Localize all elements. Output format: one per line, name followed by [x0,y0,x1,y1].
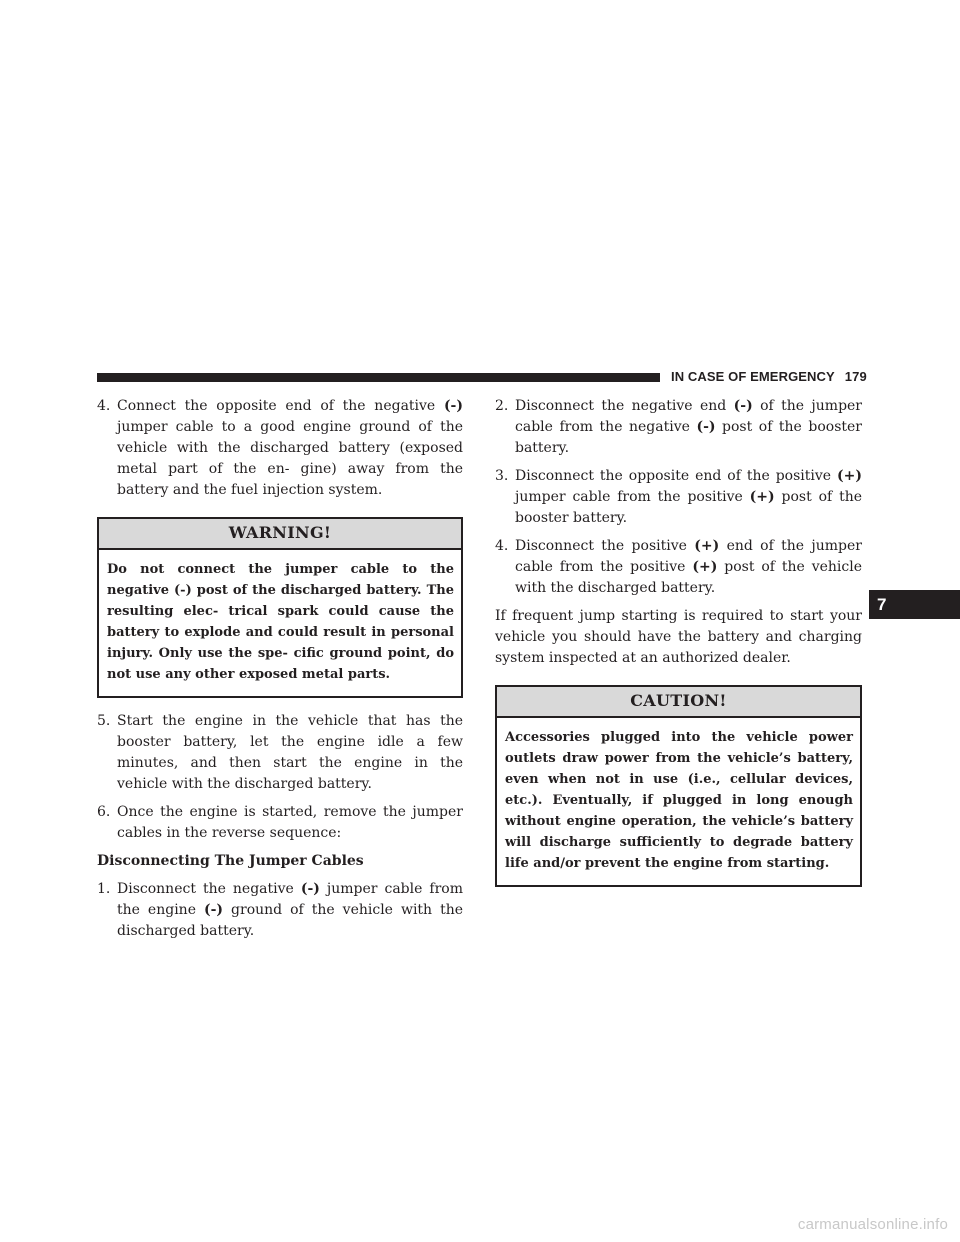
step-4-connect-ground: 4. Connect the opposite end of the negative (-) jumper cable to a good engine ground of the vehicle with the discharged battery (exposed metal part of the en- gine) away from the battery and the fuel injection system. [97,398,463,498]
caution-box [495,685,862,887]
left-column [97,396,463,949]
chapter-tab: 7 [869,590,960,619]
right-column [495,396,862,900]
step-3-disconnect-positive-opposite: 3. Disconnect the opposite end of the positive (+) jumper cable from the positive (+) post of the booster battery. [495,468,862,526]
running-header [671,369,867,385]
jump-start-advice: If frequent jump starting is required to start your vehicle you should have the battery and charging system inspected at an authorized dealer. [495,608,862,666]
step-2-disconnect-negative-end: 2. Disconnect the negative end (-) of the jumper cable from the negative (-) post of the booster battery. [495,398,863,456]
page-number: 179 [844,369,867,384]
step-1-disconnect-negative: 1. Disconnect the negative (-) jumper cable from the engine (-) ground of the vehicle with the discharged battery. [97,881,464,939]
caution-body: Accessories plugged into the vehicle power outlets draw power from the vehicle’s battery, even when not in use (i.e., cellular devices, etc.). Eventually, if plugged in long enough without engine operation, the vehicle’s battery will discharge sufficiently to degrade battery life and/or prevent the engine from starting. [505,730,853,871]
step-4-disconnect-positive: 4. Disconnect the positive (+) end of the jumper cable from the positive (+) post of the vehicle with the discharged battery. [495,538,862,596]
warning-body: Do not connect the jumper cable to the negative (-) post of the discharged battery. The resulting elec- trical spark could cause the battery to explode and could result in personal injury. Only use the spe- cific ground point, do not use any other exposed metal parts. [107,562,454,682]
warning-box [97,517,463,698]
step-5-start-engine: 5. Start the engine in the vehicle that has the booster battery, let the engine idle a few minutes, and then start the engine in the vehicle with the discharged battery. [97,713,463,792]
watermark: carmanualsonline.info [797,1216,948,1233]
step-6-remove-cables: 6. Once the engine is started, remove the jumper cables in the reverse sequence: [97,804,463,841]
subheading-disconnecting: Disconnecting The Jumper Cables [97,853,364,869]
section-title: IN CASE OF EMERGENCY [671,369,835,384]
header-rule [97,373,660,382]
warning-title: WARNING! [99,519,461,550]
caution-title: CAUTION! [497,687,860,718]
